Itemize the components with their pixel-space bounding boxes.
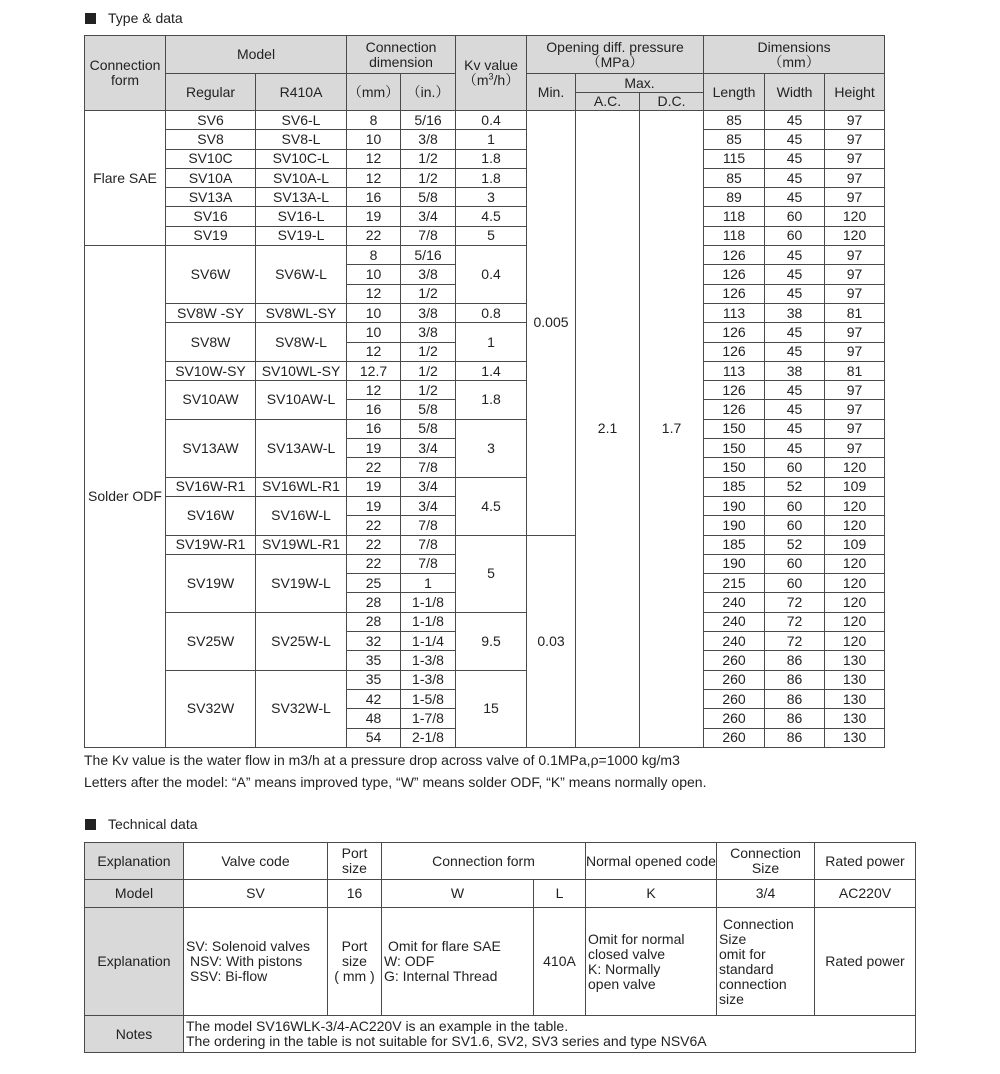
group-solder-odf: Solder ODF [85,246,166,748]
model-regular: SV8W [166,323,256,362]
t2-model-port-size: 16 [328,880,382,908]
model-r410a: SV8WL-SY [256,303,347,322]
model-r410a: SV8W-L [256,323,347,362]
dimension-inch: 1/2 [401,284,456,303]
model-regular: SV16 [166,207,256,226]
header-max: Max. [576,74,703,93]
t2-header-connection-form: Connection form [382,843,586,880]
dimension-height: 97 [825,342,885,361]
t2-expl-conn-form: Omit for flare SAE W: ODF G: Internal Thread [382,908,534,1016]
dimension-width: 60 [765,574,825,593]
dimension-width: 45 [765,149,825,168]
dimension-length: 85 [704,168,765,187]
model-regular: SV19 [166,226,256,245]
dimension-length: 126 [704,323,765,342]
dimension-height: 109 [825,535,885,554]
model-regular: SV16W [166,496,256,535]
header-dimensions: Dimensions （mm） [704,36,885,74]
dimension-width: 72 [765,612,825,631]
model-r410a: SV6-L [256,111,347,130]
kv-value: 1 [456,323,527,362]
dimension-mm: 12 [347,284,401,303]
table-row [85,535,885,554]
t2-header-rated-power: Rated power [815,843,916,880]
dimension-width: 45 [765,284,825,303]
dimension-inch: 7/8 [401,554,456,573]
t2-notes-label: Notes [85,1016,184,1053]
dimension-width: 45 [765,439,825,458]
model-r410a: SV6W-L [256,246,347,304]
kv-value: 3 [456,419,527,477]
dimension-height: 97 [825,149,885,168]
dimension-length: 85 [704,130,765,149]
dimension-inch: 1-1/8 [401,612,456,631]
dimension-height: 97 [825,265,885,284]
header-inch: （in.） [401,74,456,111]
dimension-width: 86 [765,670,825,689]
dimension-mm: 42 [347,689,401,708]
dimension-width: 52 [765,477,825,496]
max-dc-pressure: 1.7 [640,111,704,748]
dimension-mm: 22 [347,226,401,245]
dimension-length: 115 [704,149,765,168]
dimension-mm: 35 [347,651,401,670]
dimension-width: 45 [765,246,825,265]
model-r410a: SV13AW-L [256,419,347,477]
dimension-length: 126 [704,284,765,303]
dimension-width: 45 [765,130,825,149]
dimension-mm: 8 [347,111,401,130]
table-row [85,168,885,187]
dimension-length: 126 [704,246,765,265]
dimension-length: 126 [704,400,765,419]
dimension-width: 45 [765,419,825,438]
dimension-mm: 16 [347,400,401,419]
dimension-inch: 1-1/8 [401,593,456,612]
t2-expl-port-size: Port size ( mm ) [328,908,382,1016]
model-r410a: SV19-L [256,226,347,245]
dimension-mm: 12 [347,168,401,187]
model-r410a: SV25W-L [256,612,347,670]
model-regular: SV19W-R1 [166,535,256,554]
dimension-mm: 16 [347,419,401,438]
group-flare-sae: Flare SAE [85,111,166,246]
dimension-width: 45 [765,265,825,284]
min-pressure: 0.03 [527,535,576,747]
dimension-mm: 22 [347,458,401,477]
dimension-width: 60 [765,516,825,535]
kv-value: 9.5 [456,612,527,670]
dimension-length: 185 [704,535,765,554]
t2-header-connection-size: Connection Size [717,843,815,880]
dimension-inch: 1-7/8 [401,709,456,728]
dimension-mm: 19 [347,207,401,226]
t2-model-conn-size: 3/4 [717,880,815,908]
dimension-height: 97 [825,323,885,342]
kv-value: 5 [456,535,527,612]
dimension-length: 150 [704,439,765,458]
kv-value: 3 [456,188,527,207]
dimension-length: 113 [704,361,765,380]
dimension-height: 120 [825,226,885,245]
dimension-length: 260 [704,689,765,708]
dimension-mm: 48 [347,709,401,728]
dimension-inch: 5/16 [401,246,456,265]
t2-model-conn-w: W [382,880,534,908]
dimension-length: 85 [704,111,765,130]
dimension-width: 38 [765,361,825,380]
dimension-inch: 1/2 [401,168,456,187]
dimension-mm: 12 [347,342,401,361]
dimension-height: 97 [825,381,885,400]
dimension-height: 120 [825,554,885,573]
dimension-inch: 1-3/8 [401,670,456,689]
dimension-inch: 1 [401,574,456,593]
dimension-mm: 22 [347,535,401,554]
dimension-width: 60 [765,496,825,515]
table-row [85,188,885,207]
header-connection-form: Connection form [85,36,166,111]
dimension-inch: 7/8 [401,226,456,245]
model-regular: SV10A [166,168,256,187]
technical-data-table [84,842,916,1053]
model-r410a: SV16W-L [256,496,347,535]
dimension-mm: 22 [347,516,401,535]
dimension-length: 215 [704,574,765,593]
t2-header-normal-opened: Normal opened code [586,843,717,880]
dimension-mm: 19 [347,477,401,496]
type-data-table [84,35,885,748]
dimension-width: 86 [765,689,825,708]
header-width: Width [765,74,825,111]
dimension-height: 81 [825,303,885,322]
dimension-mm: 10 [347,130,401,149]
t2-header-explanation: Explanation [85,843,184,880]
model-regular: SV10AW [166,381,256,420]
dimension-height: 120 [825,496,885,515]
model-r410a: SV8-L [256,130,347,149]
dimension-length: 240 [704,612,765,631]
model-regular: SV8 [166,130,256,149]
dimension-length: 260 [704,670,765,689]
dimension-length: 185 [704,477,765,496]
dimension-inch: 7/8 [401,516,456,535]
letters-note: Letters after the model: “A” means improved type, “W” means solder ODF, “K” means normally open. [84,774,707,790]
t2-expl-label: Explanation [85,908,184,1016]
header-length: Length [704,74,765,111]
model-r410a: SV10C-L [256,149,347,168]
kv-value: 4.5 [456,207,527,226]
dimension-width: 86 [765,651,825,670]
kv-value: 0.8 [456,303,527,322]
t2-expl-normal: Omit for normal closed valve K: Normally open valve [586,908,717,1016]
kv-value: 1.8 [456,168,527,187]
header-kv-value: Kv value $(m^3/h)$ [456,36,527,111]
table-row [85,303,885,322]
dimension-length: 118 [704,226,765,245]
kv-value: 5 [456,226,527,245]
model-regular: SV6 [166,111,256,130]
dimension-length: 126 [704,342,765,361]
dimension-length: 150 [704,419,765,438]
dimension-mm: 12 [347,381,401,400]
table-row [85,477,885,496]
dimension-inch: 1-5/8 [401,689,456,708]
dimension-mm: 25 [347,574,401,593]
dimension-mm: 19 [347,496,401,515]
dimension-height: 97 [825,188,885,207]
model-r410a: SV10AW-L [256,381,347,420]
dimension-height: 97 [825,130,885,149]
dimension-height: 97 [825,111,885,130]
dimension-mm: 28 [347,612,401,631]
model-regular: SV19W [166,554,256,612]
section-title-type-data: Type & data [85,10,183,26]
dimension-height: 97 [825,168,885,187]
t2-expl-valve-code: SV: Solenoid valves NSV: With pistons SSV: Bi-flow [184,908,328,1016]
dimension-inch: 3/8 [401,130,456,149]
dimension-length: 260 [704,709,765,728]
dimension-inch: 5/8 [401,419,456,438]
min-pressure: 0.005 [527,111,576,536]
dimension-inch: 3/4 [401,207,456,226]
bullet-square-icon [85,13,96,24]
model-regular: SV13AW [166,419,256,477]
dimension-height: 130 [825,709,885,728]
dimension-inch: 2-1/8 [401,728,456,747]
table-row [85,323,885,342]
table-row [85,207,885,226]
dimension-inch: 7/8 [401,535,456,554]
dimension-height: 130 [825,651,885,670]
dimension-height: 97 [825,284,885,303]
dimension-length: 190 [704,516,765,535]
header-min: Min. [527,74,576,111]
dimension-height: 97 [825,400,885,419]
dimension-mm: 54 [347,728,401,747]
dimension-width: 72 [765,632,825,651]
kv-value: 1.4 [456,361,527,380]
dimension-width: 72 [765,593,825,612]
dimension-inch: 1/2 [401,361,456,380]
dimension-length: 126 [704,265,765,284]
dimension-inch: 3/8 [401,323,456,342]
dimension-width: 45 [765,381,825,400]
model-regular: SV16W-R1 [166,477,256,496]
t2-notes-text: The model SV16WLK-3/4-AC220V is an example in the table. The ordering in the table is not suitable for SV1.6, SV2, SV3 series and type NSV6A [184,1016,916,1053]
dimension-inch: 5/8 [401,400,456,419]
dimension-length: 190 [704,554,765,573]
kv-value: 15 [456,670,527,747]
model-r410a: SV13A-L [256,188,347,207]
dimension-width: 45 [765,168,825,187]
table-row [85,419,885,438]
kv-value: 1.8 [456,149,527,168]
model-regular: SV8W -SY [166,303,256,322]
dimension-length: 150 [704,458,765,477]
dimension-mm: 10 [347,323,401,342]
dimension-inch: 3/8 [401,265,456,284]
dimension-inch: 5/8 [401,188,456,207]
dimension-inch: 1-3/8 [401,651,456,670]
model-regular: SV10C [166,149,256,168]
table-row [85,670,885,689]
model-regular: SV32W [166,670,256,747]
dimension-mm: 12.7 [347,361,401,380]
dimension-inch: 3/4 [401,496,456,515]
dimension-height: 120 [825,632,885,651]
dimension-height: 97 [825,419,885,438]
dimension-inch: 3/8 [401,303,456,322]
dimension-mm: 35 [347,670,401,689]
dimension-width: 45 [765,400,825,419]
kv-value: 4.5 [456,477,527,535]
kv-value: 0.4 [456,246,527,304]
dimension-width: 60 [765,226,825,245]
dimension-mm: 19 [347,439,401,458]
header-ac: A.C. [576,93,640,110]
kv-value: 0.4 [456,111,527,130]
t2-model-conn-l: L [534,880,586,908]
dimension-length: 113 [704,303,765,322]
model-regular: SV13A [166,188,256,207]
dimension-mm: 10 [347,265,401,284]
dimension-length: 118 [704,207,765,226]
model-r410a: SV16WL-R1 [256,477,347,496]
model-r410a: SV10WL-SY [256,361,347,380]
table-row [85,246,885,265]
header-connection-dimension: Connection dimension [347,36,456,74]
dimension-inch: 7/8 [401,458,456,477]
kv-value: 1.8 [456,381,527,420]
dimension-length: 190 [704,496,765,515]
dimension-length: 126 [704,381,765,400]
dimension-mm: 12 [347,149,401,168]
header-r410a: R410A [256,74,347,111]
dimension-inch: 1/2 [401,381,456,400]
table-row [85,111,885,130]
dimension-height: 130 [825,689,885,708]
header-max-group [576,74,704,111]
dimension-inch: 1-1/4 [401,632,456,651]
header-model: Model [166,36,347,74]
table-row [85,381,885,400]
dimension-width: 60 [765,207,825,226]
kv-note: The Kv value is the water flow in m3/h at a pressure drop across valve of 0.1MPa,ρ=1000 kg/m3 [84,752,680,768]
dimension-width: 38 [765,303,825,322]
dimension-inch: 1/2 [401,342,456,361]
header-regular: Regular [166,74,256,111]
dimension-width: 86 [765,728,825,747]
header-opening-diff-pressure: Opening diff. pressure （MPa） [527,36,704,74]
dimension-length: 89 [704,188,765,207]
t2-model-rated: AC220V [815,880,916,908]
table-row [85,130,885,149]
section-title-technical-data: Technical data [85,816,198,832]
bullet-square-icon [85,819,96,830]
dimension-mm: 10 [347,303,401,322]
dimension-height: 120 [825,516,885,535]
table-row [85,149,885,168]
dimension-inch: 3/4 [401,477,456,496]
dimension-height: 81 [825,361,885,380]
dimension-height: 97 [825,246,885,265]
dimension-height: 120 [825,574,885,593]
dimension-height: 109 [825,477,885,496]
model-regular: SV6W [166,246,256,304]
dimension-width: 45 [765,188,825,207]
model-r410a: SV19WL-R1 [256,535,347,554]
dimension-width: 45 [765,111,825,130]
t2-expl-conn-size: Connection Size omit for standard connection size [717,908,815,1016]
dimension-width: 45 [765,323,825,342]
header-dc: D.C. [657,93,686,109]
dimension-height: 120 [825,207,885,226]
model-r410a: SV16-L [256,207,347,226]
dimension-length: 260 [704,651,765,670]
kv-value: 1 [456,130,527,149]
t2-header-valve-code: Valve code [184,843,328,880]
t2-model-valve-code: SV [184,880,328,908]
dimension-width: 52 [765,535,825,554]
dimension-inch: 3/4 [401,439,456,458]
dimension-mm: 16 [347,188,401,207]
dimension-mm: 22 [347,554,401,573]
dimension-width: 60 [765,458,825,477]
dimension-length: 240 [704,632,765,651]
kv-unit: $(m^3/h)$ [462,71,520,88]
dimension-mm: 8 [347,246,401,265]
model-regular: SV25W [166,612,256,670]
header-mm: （mm） [347,74,401,111]
model-r410a: SV32W-L [256,670,347,747]
model-r410a: SV19W-L [256,554,347,612]
table-row [85,361,885,380]
dimension-length: 260 [704,728,765,747]
dimension-inch: 1/2 [401,149,456,168]
dimension-height: 130 [825,670,885,689]
dimension-height: 120 [825,593,885,612]
t2-expl-rated: Rated power [815,908,916,1016]
dimension-width: 86 [765,709,825,728]
table-row [85,612,885,631]
dimension-height: 130 [825,728,885,747]
header-height: Height [825,74,885,111]
t2-expl-conn-l: 410A [534,908,586,1016]
max-ac-pressure: 2.1 [576,111,640,748]
t2-model-label: Model [85,880,184,908]
model-r410a: SV10A-L [256,168,347,187]
dimension-width: 45 [765,342,825,361]
dimension-height: 120 [825,458,885,477]
t2-header-port-size: Port size [328,843,382,880]
dimension-mm: 28 [347,593,401,612]
dimension-height: 120 [825,612,885,631]
dimension-inch: 5/16 [401,111,456,130]
dimension-height: 97 [825,439,885,458]
model-regular: SV10W-SY [166,361,256,380]
table-row [85,226,885,245]
t2-model-normal: K [586,880,717,908]
dimension-length: 240 [704,593,765,612]
dimension-mm: 32 [347,632,401,651]
dimension-width: 60 [765,554,825,573]
